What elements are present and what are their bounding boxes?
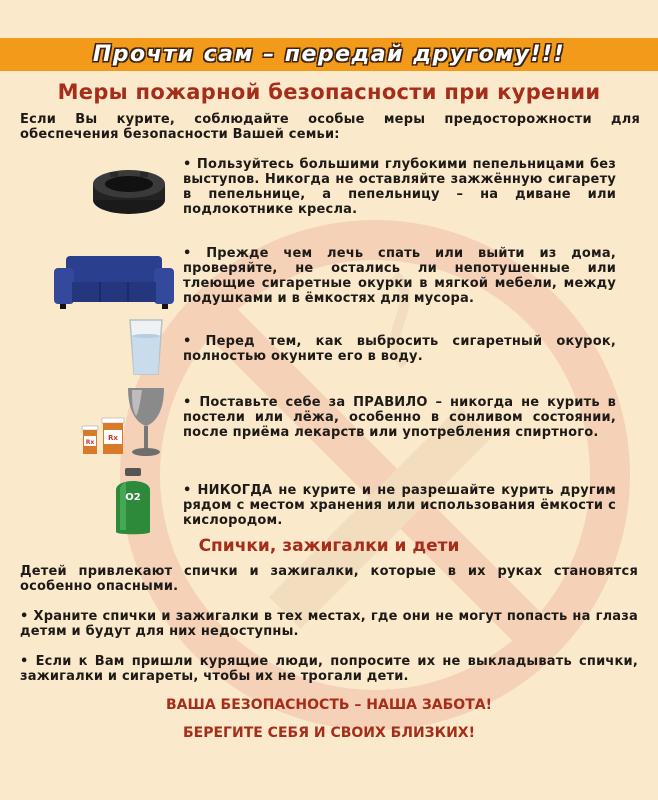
intro-text: Если Вы курите, соблюдайте особые меры предосторожности для обеспечения безопасности Вашей семьи: (20, 112, 640, 142)
rx-label-2: Rx (108, 434, 118, 442)
children-intro: Детей привлекают спички и зажигалки, которые в их руках становятся особенно опасными. (20, 564, 638, 594)
tip-oxygen: • НИКОГДА не курите и не разрешайте курить другим рядом с местом хранения или использования ёмкости с кислородом. (183, 483, 616, 528)
banner-text: Прочти сам – передай другому!!! (92, 42, 566, 67)
slogan-care: БЕРЕГИТЕ СЕБЯ И СВОИХ БЛИЗКИХ! (183, 725, 475, 741)
page-title: Меры пожарной безопасности при курении (57, 80, 601, 104)
sofa-icon (52, 252, 176, 310)
top-banner (0, 38, 658, 71)
wine-glass-icon (124, 386, 168, 458)
tip-furniture: • Прежде чем лечь спать или выйти из дома, проверяйте, не остались ли непотушенные или тлеющие сигаретные окурки в мягкой мебели, между подушками и в ёмкостях для мусора. (183, 246, 616, 306)
tip-ashtray: • Пользуйтесь большими глубокими пепельницами без выступов. Никогда не оставляйте зажжённую сигарету в пепельнице, а пепельницу – на диване или подлокотнике кресла. (183, 157, 616, 217)
tip-store-matches: • Храните спички и зажигалки в тех местах, где они не могут попасть на глаза детям и будут для них недоступны. (20, 609, 638, 639)
tip-guests: • Если к Вам пришли курящие люди, попросите их не выкладывать спички, зажигалки и сигареты, чтобы их не трогали дети. (20, 654, 638, 684)
oxygen-tank-icon (110, 468, 156, 536)
section-subtitle: Спички, зажигалки и дети (198, 536, 460, 556)
tip-bed-rule: • Поставьте себе за ПРАВИЛО – никогда не курить в постели или лёжа, особенно в сонливом состоянии, после приёма лекарств или употребления спиртного. (183, 395, 616, 440)
rx-label-1: Rx (85, 439, 95, 446)
slogan-safety: ВАША БЕЗОПАСНОСТЬ – НАША ЗАБОТА! (166, 697, 492, 713)
tip-water: • Перед тем, как выбросить сигаретный окурок, полностью окуните его в воду. (183, 334, 616, 364)
pill-bottles-icon (80, 416, 130, 456)
water-glass-icon (128, 318, 164, 376)
o2-label: O2 (125, 492, 141, 503)
ashtray-icon (90, 162, 168, 220)
